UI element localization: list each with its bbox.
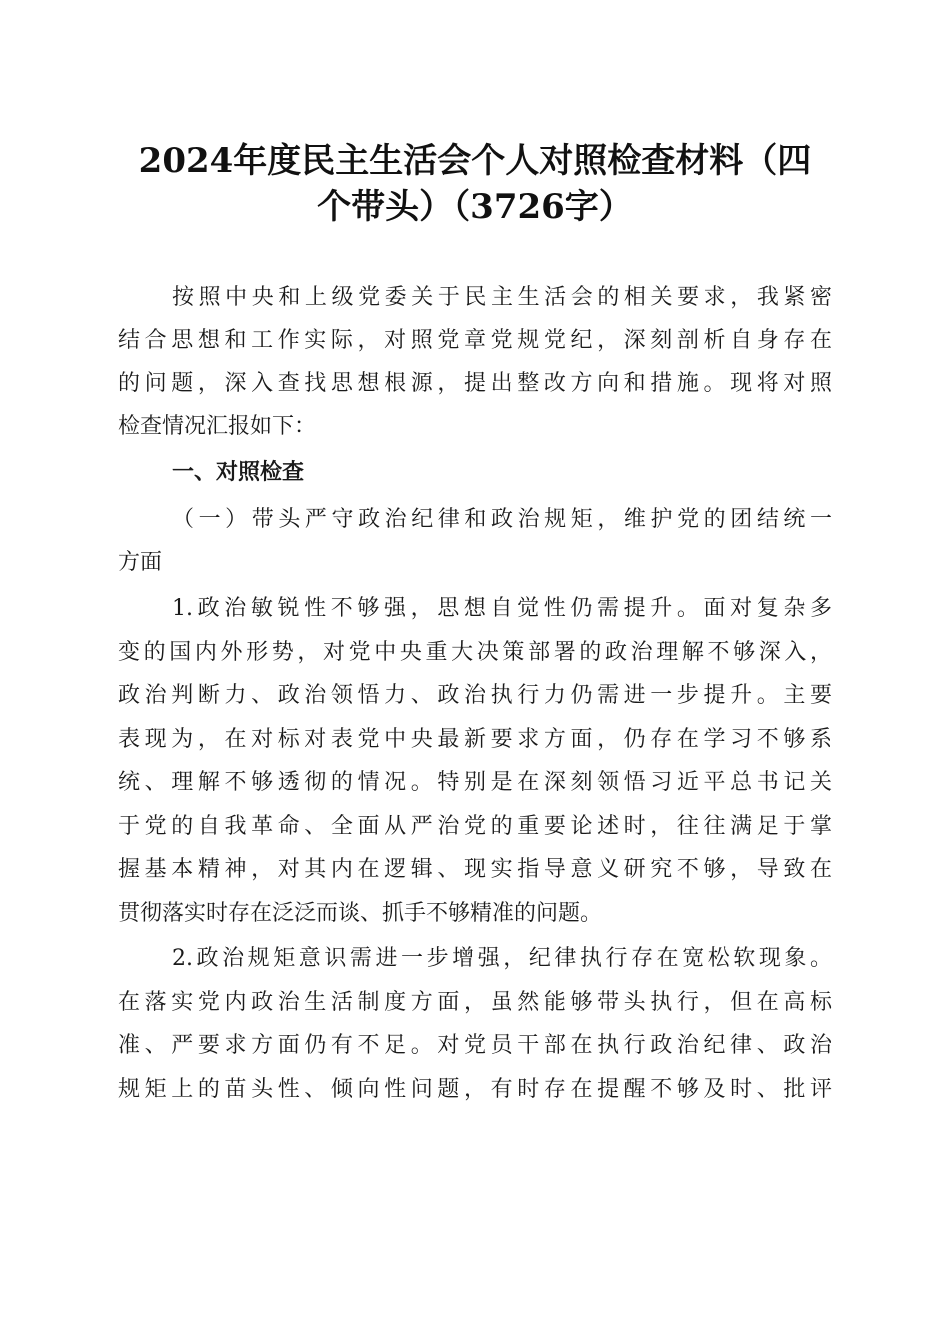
intro-line: 的问题，深入查找思想根源，提出整改方向和措施。现将对照 [118,371,832,396]
intro-line: 按照中央和上级党委关于民主生活会的相关要求，我紧密 [172,285,832,310]
document-title-line-2: 个带头）（3726字） [317,187,633,227]
item2-line: 在落实党内政治生活制度方面，虽然能够带头执行，但在高标 [118,990,832,1015]
item1-line: 表现为，在对标对表党中央最新要求方面，仍存在学习不够系 [118,727,832,752]
item2-line: 2.政治规矩意识需进一步增强，纪律执行存在宽松软现象。 [172,946,832,971]
document-title-line-1: 2024年度民主生活会个人对照检查材料（四 [138,141,812,181]
section-heading: 一、对照检查 [172,460,305,485]
item1-line: 1.政治敏锐性不够强，思想自觉性仍需提升。面对复杂多 [172,596,832,621]
item2-line: 准、严要求方面仍有不足。对党员干部在执行政治纪律、政治 [118,1033,832,1058]
item1-line: 政治判断力、政治领悟力、政治执行力仍需进一步提升。主要 [118,683,832,708]
item1-line: 握基本精神，对其内在逻辑、现实指导意义研究不够，导致在 [118,857,832,882]
item1-line: 于党的自我革命、全面从严治党的重要论述时，往往满足于掌 [118,814,832,839]
item1-line: 统、理解不够透彻的情况。特别是在深刻领悟习近平总书记关 [118,770,832,795]
item1-line: 贯彻落实时存在泛泛而谈、抓手不够精准的问题。 [118,901,603,926]
intro-line: 结合思想和工作实际，对照党章党规党纪，深刻剖析自身存在 [118,328,832,353]
subsection-line: 方面 [118,550,163,575]
item1-line: 变的国内外形势，对党中央重大决策部署的政治理解不够深入， [118,640,832,665]
item2-line: 规矩上的苗头性、倾向性问题，有时存在提醒不够及时、批评 [118,1077,832,1102]
subsection-line: （一）带头严守政治纪律和政治规矩，维护党的团结统一 [172,507,832,532]
intro-line: 检查情况汇报如下： [118,414,317,439]
